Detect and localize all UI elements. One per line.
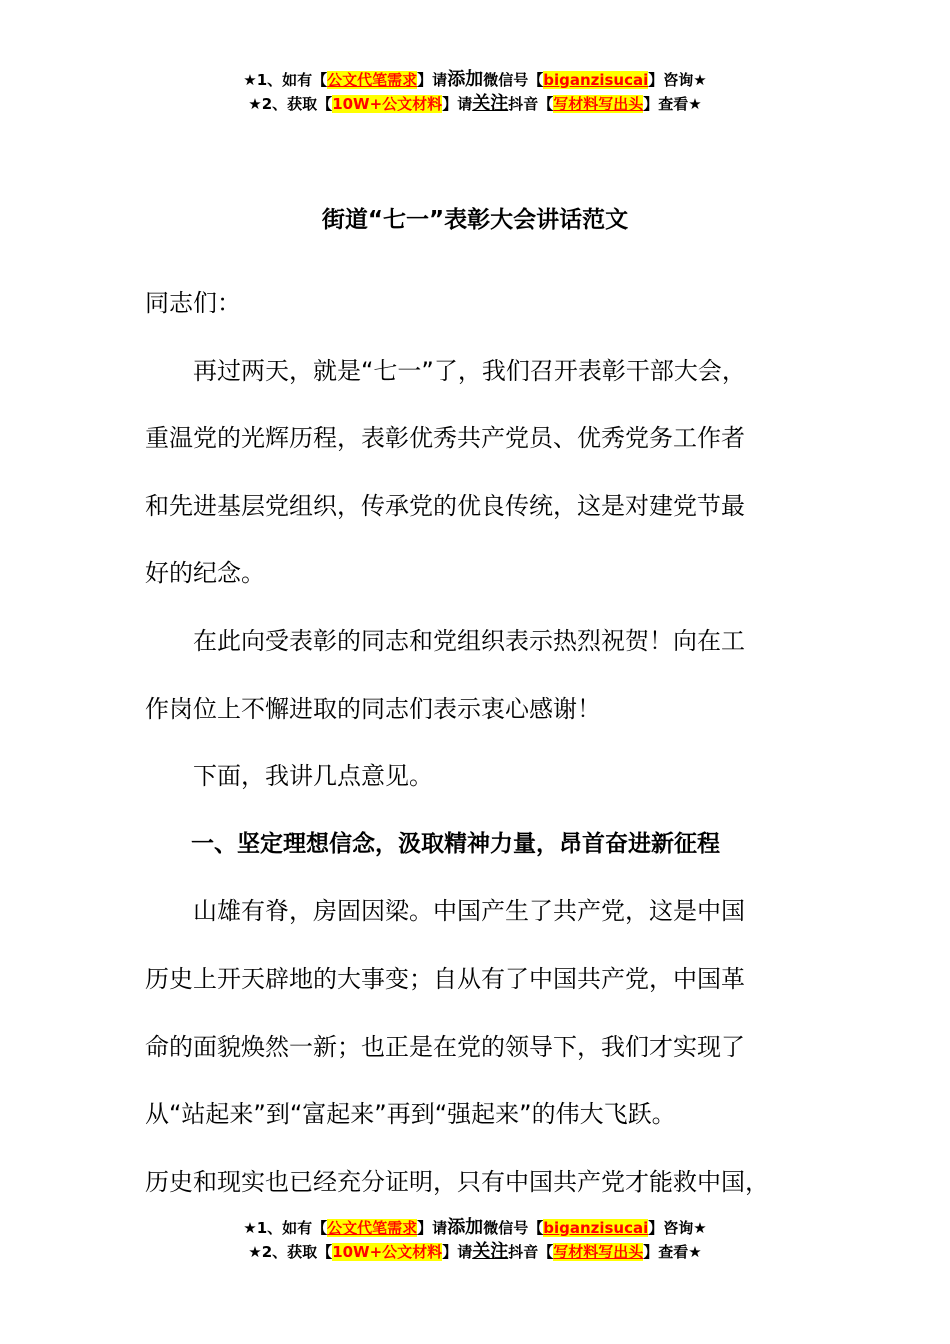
- paragraph-line: 好的纪念。: [145, 559, 265, 588]
- paragraph-line: 和先进基层党组织，传承党的优良传统，这是对建党节最: [145, 491, 745, 520]
- promo-douyin-id: 写材料写出头: [553, 1243, 644, 1261]
- promo-highlight: 10W+公文材料: [332, 1243, 443, 1261]
- promo-emphasis: 添加: [447, 69, 484, 90]
- promo-text: 】请: [442, 95, 473, 113]
- promo-text: 微信号【: [483, 1219, 544, 1237]
- paragraph-3: [145, 743, 810, 811]
- paragraph-line: 命的面貌焕然一新；也正是在党的领导下，我们才实现了: [145, 1032, 745, 1061]
- promo-text: 】咨询★: [648, 1219, 707, 1237]
- promo-line-2: [0, 1240, 950, 1264]
- footer-promo-banner: [0, 1216, 950, 1264]
- paragraph-1: [145, 338, 810, 608]
- promo-text: 】咨询★: [648, 71, 707, 89]
- salutation: 同志们：: [145, 289, 241, 317]
- paragraph-line: 重温党的光辉历程，表彰优秀共产党员、优秀党务工作者: [145, 424, 745, 453]
- promo-highlight: 公文代笔需求: [327, 1219, 418, 1237]
- promo-line-1: [0, 68, 950, 92]
- promo-text: 微信号【: [483, 71, 544, 89]
- document-body: [145, 270, 810, 1216]
- paragraph-line: 在此向受表彰的同志和党组织表示热烈祝贺！向在工: [193, 626, 745, 655]
- paragraph-line: 作岗位上不懈进取的同志们表示衷心感谢！: [145, 694, 601, 723]
- paragraph-line: 历史和现实也已经充分证明，只有中国共产党才能救中国，: [145, 1167, 769, 1196]
- promo-text: ★1、如有【: [243, 71, 328, 89]
- paragraph-line: 历史上开天辟地的大事变；自从有了中国共产党，中国革: [145, 964, 745, 993]
- promo-line-1: [0, 1216, 950, 1240]
- promo-emphasis: 关注: [472, 1241, 509, 1262]
- paragraph-2: [145, 608, 810, 743]
- promo-text: 抖音【: [508, 1243, 554, 1261]
- section-heading: 一、坚定理想信念，汲取精神力量，昂首奋进新征程: [191, 830, 720, 857]
- promo-text: 】查看★: [643, 1243, 702, 1261]
- promo-wechat-id: biganzisucai: [543, 71, 649, 89]
- paragraph-line: 山雄有脊，房固因梁。中国产生了共产党，这是中国: [193, 897, 745, 926]
- promo-text: 抖音【: [508, 95, 554, 113]
- paragraph-line: 下面，我讲几点意见。: [193, 762, 433, 791]
- promo-text: 】查看★: [643, 95, 702, 113]
- promo-emphasis: 关注: [472, 93, 509, 114]
- promo-emphasis: 添加: [447, 1217, 484, 1238]
- promo-text: ★1、如有【: [243, 1219, 328, 1237]
- promo-text: 】请: [442, 1243, 473, 1261]
- document-title: 街道“七一”表彰大会讲话范文: [321, 207, 629, 233]
- promo-line-2: [0, 92, 950, 116]
- section-paragraph: [145, 878, 810, 1216]
- promo-text: ★2、获取【: [248, 95, 333, 113]
- promo-text: 】请: [417, 1219, 448, 1237]
- promo-text: ★2、获取【: [248, 1243, 333, 1261]
- paragraph-line: 再过两天，就是“七一”了，我们召开表彰干部大会，: [193, 356, 746, 385]
- promo-wechat-id: biganzisucai: [543, 1219, 649, 1237]
- promo-highlight: 10W+公文材料: [332, 95, 443, 113]
- promo-text: 】请: [417, 71, 448, 89]
- promo-highlight: 公文代笔需求: [327, 71, 418, 89]
- promo-douyin-id: 写材料写出头: [553, 95, 644, 113]
- paragraph-line: 从“站起来”到“富起来”再到“强起来”的伟大飞跃。: [145, 1100, 676, 1129]
- header-promo-banner: [0, 68, 950, 116]
